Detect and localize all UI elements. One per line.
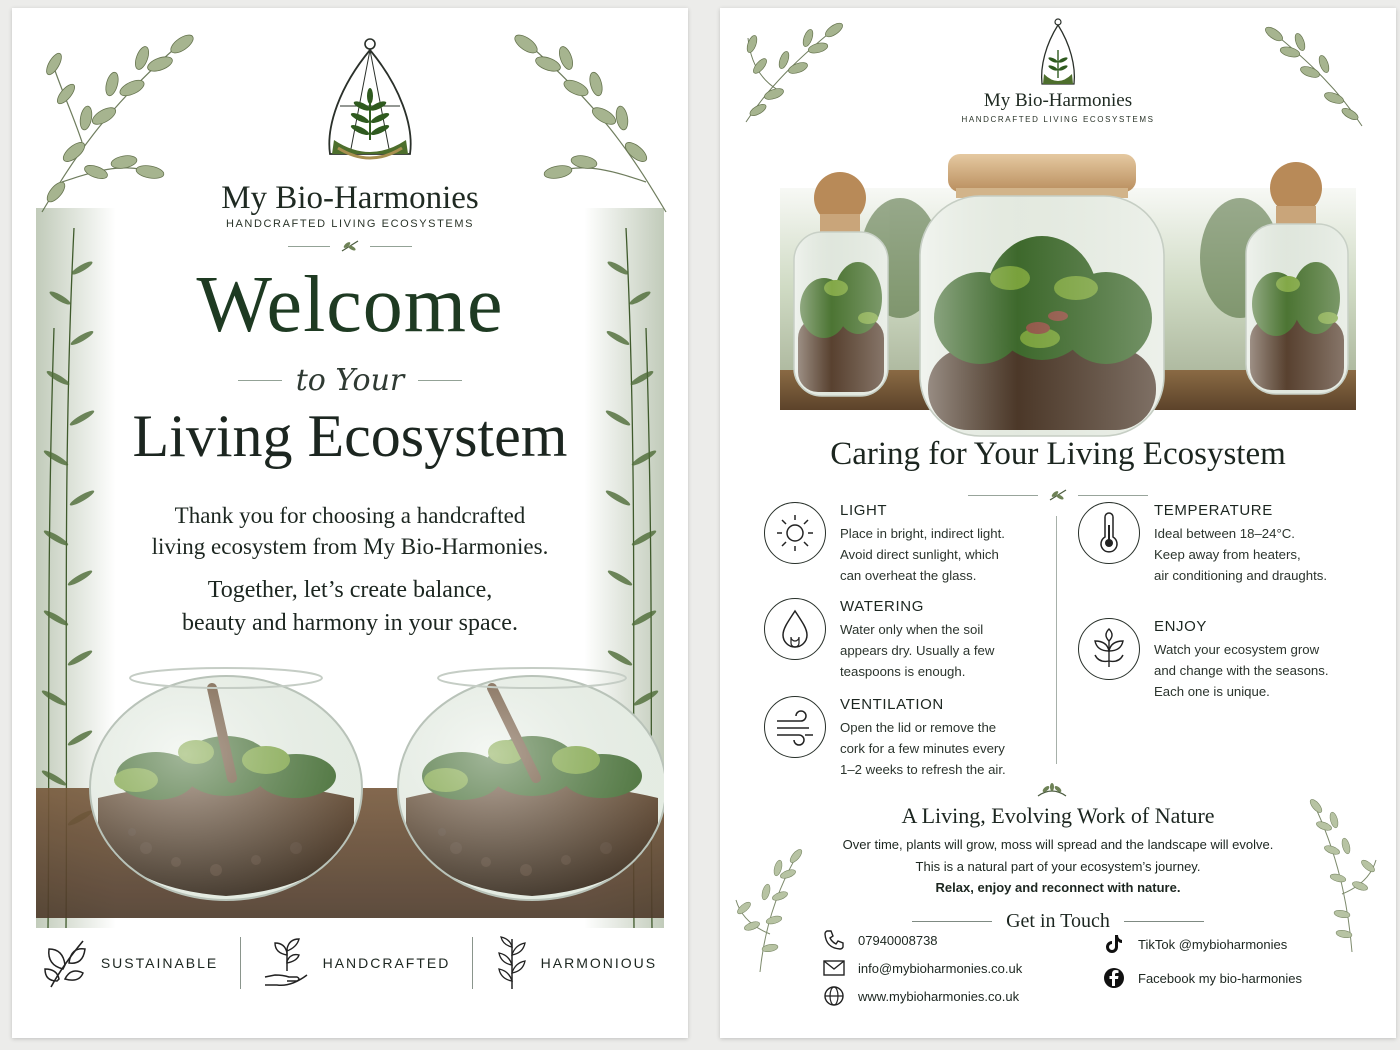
- hand-sprout-icon: [263, 935, 311, 991]
- evolve-closing: Relax, enjoy and reconnect with nature.: [935, 880, 1181, 895]
- living-ecosystem-heading: Living Ecosystem: [132, 403, 568, 469]
- terrarium-logo: [320, 36, 420, 178]
- brand-tagline: HANDCRAFTED LIVING ECOSYSTEMS: [225, 218, 475, 230]
- seedling-icon: [1078, 618, 1140, 680]
- feature-bar: [32, 928, 668, 998]
- terrarium-logo: [1038, 18, 1078, 94]
- globe-icon: [822, 984, 846, 1008]
- contact-phone[interactable]: [822, 928, 938, 952]
- divider-rule: [912, 921, 992, 922]
- care-heading: WATERING: [840, 598, 924, 615]
- sprig-icon: [1034, 782, 1070, 800]
- divider-rule: [968, 495, 1038, 496]
- brand-name: My Bio-Harmonies: [983, 90, 1133, 111]
- sprig-icon: [340, 239, 360, 253]
- facebook-icon: [1102, 966, 1126, 990]
- leaf-icon: [43, 935, 89, 991]
- contact-email[interactable]: [822, 956, 1022, 980]
- divider-rule: [1124, 921, 1204, 922]
- to-your-script: to Your: [295, 362, 405, 398]
- feature-label: SUSTAINABLE: [100, 955, 219, 971]
- thanks-line: Thank you for choosing a handcrafted: [174, 503, 526, 528]
- evolve-line: This is a natural part of your ecosystem’s journey.: [915, 859, 1201, 874]
- terrarium-bowls-photo: [36, 648, 664, 918]
- phone-number: 07940008738: [858, 932, 938, 948]
- feature-sustainable: [43, 935, 218, 991]
- thanks-line: living ecosystem from My Bio-Harmonies.: [151, 534, 549, 559]
- divider-rule: [238, 380, 282, 381]
- care-description: Ideal between 18–24°C. Keep away from heaters, air conditioning and draughts.: [1154, 526, 1328, 583]
- care-description: Open the lid or remove the cork for a few minutes every 1–2 weeks to refresh the air.: [840, 720, 1006, 777]
- terrarium-jars-photo: [780, 148, 1356, 438]
- thermometer-icon: [1078, 502, 1140, 564]
- contact-website[interactable]: [822, 984, 1019, 1008]
- feature-handcrafted: [263, 935, 451, 991]
- welcome-heading: Welcome: [196, 261, 504, 349]
- care-column-divider: [1056, 516, 1057, 764]
- tiktok-handle: TikTok @mybioharmonies: [1138, 936, 1288, 952]
- website-url: www.mybioharmonies.co.uk: [858, 988, 1020, 1004]
- care-heading: ENJOY: [1154, 618, 1208, 635]
- care-heading: TEMPERATURE: [1154, 502, 1273, 519]
- care-description: Place in bright, indirect light. Avoid direct sunlight, which can overheat the glass.: [840, 526, 1005, 583]
- care-description: Watch your ecosystem grow and change with the seasons. Each one is unique.: [1154, 642, 1329, 699]
- phone-icon: [822, 928, 846, 952]
- care-heading: VENTILATION: [840, 696, 944, 713]
- sun-icon: [764, 502, 826, 564]
- together-paragraph: [102, 574, 598, 640]
- to-your-row: [12, 360, 688, 400]
- contact-facebook[interactable]: [1102, 966, 1302, 990]
- wind-icon: [764, 696, 826, 758]
- brand-tagline: HANDCRAFTED LIVING ECOSYSTEMS: [961, 115, 1155, 124]
- feature-label: HANDCRAFTED: [322, 955, 451, 971]
- email-address: info@mybioharmonies.co.uk: [858, 960, 1023, 976]
- evolve-line: Over time, plants will grow, moss will spread and the landscape will evolve.: [842, 837, 1274, 852]
- care-flyer: [720, 8, 1396, 1038]
- feature-divider: [240, 937, 241, 989]
- divider-rule: [418, 380, 462, 381]
- tiktok-icon: [1102, 932, 1126, 956]
- get-in-touch-title: Get in Touch: [1006, 909, 1110, 932]
- plant-stem-icon: [495, 935, 529, 991]
- sprig-icon: [1048, 488, 1068, 502]
- tagline-ornament: [12, 238, 688, 254]
- divider-rule: [1078, 495, 1148, 496]
- feature-label: HARMONIOUS: [540, 955, 658, 971]
- welcome-flyer: [12, 8, 688, 1038]
- care-heading: LIGHT: [840, 502, 888, 519]
- care-title-rule: [720, 488, 1396, 502]
- feature-harmonious: [495, 935, 657, 991]
- evolve-paragraph: [780, 834, 1336, 878]
- evolve-heading: A Living, Evolving Work of Nature: [901, 803, 1215, 828]
- feature-divider: [472, 937, 473, 989]
- together-line: beauty and harmony in your space.: [182, 610, 518, 636]
- facebook-page: Facebook my bio-harmonies: [1138, 970, 1303, 986]
- envelope-icon: [822, 956, 846, 980]
- contact-tiktok[interactable]: [1102, 932, 1287, 956]
- thanks-paragraph: [102, 500, 598, 562]
- care-title: Caring for Your Living Ecosystem: [830, 436, 1286, 472]
- care-description: Water only when the soil appears dry. Usually a few teaspoons is enough.: [840, 622, 995, 679]
- brand-name: My Bio-Harmonies: [221, 180, 479, 216]
- together-line: Together, let’s create balance,: [207, 577, 493, 603]
- water-drop-icon: [764, 598, 826, 660]
